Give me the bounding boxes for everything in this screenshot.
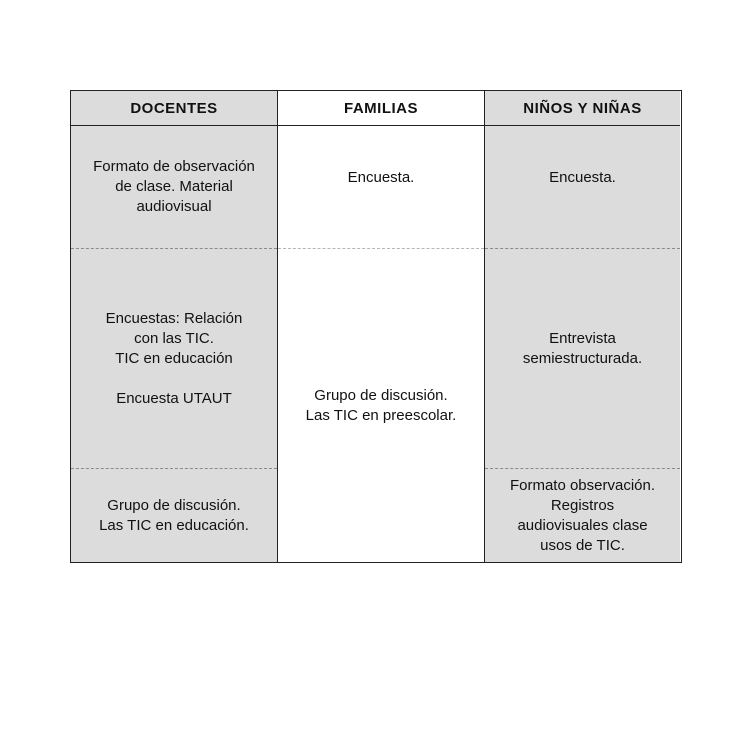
docentes-cell2-line: con las TIC. — [134, 329, 214, 347]
docentes-cell3-line: Las TIC en educación. — [99, 516, 249, 534]
docentes-cell1-line: Formato de observación — [93, 158, 255, 175]
docentes-cell1-line: audiovisual — [136, 198, 212, 215]
familias-cell-encuesta — [278, 126, 484, 248]
docentes-cell-grupo — [71, 468, 277, 562]
familias-cell-grupo — [278, 248, 484, 562]
column-familias — [278, 91, 485, 562]
ninos-cell1-text: Encuesta. — [549, 169, 616, 186]
ninos-cell-entrevista — [485, 248, 680, 468]
ninos-cell3-line: Formato observación. — [509, 476, 656, 494]
methods-table — [70, 90, 682, 563]
ninos-cell2-line: Entrevista — [549, 329, 616, 347]
ninos-cell3-line: Registros — [550, 496, 615, 514]
ninos-cell-formato — [485, 468, 680, 562]
ninos-cell-encuesta — [485, 126, 680, 248]
docentes-cell1-line: de clase. Material — [115, 178, 233, 195]
docentes-cell2-line: Encuestas: Relación — [105, 309, 243, 327]
header-ninos: NIÑOS Y NIÑAS — [485, 91, 680, 126]
column-ninos — [485, 91, 680, 562]
familias-cell2-line: Grupo de discusión. — [314, 386, 448, 404]
docentes-cell3-line: Grupo de discusión. — [107, 496, 241, 514]
ninos-cell3-line: usos de TIC. — [540, 536, 625, 554]
docentes-cell2-utaut: Encuesta UTAUT — [116, 389, 232, 407]
docentes-cell-observacion — [71, 126, 277, 248]
header-familias: FAMILIAS — [278, 91, 484, 126]
familias-cell1-text: Encuesta. — [347, 169, 415, 186]
docentes-cell-encuestas — [71, 248, 277, 468]
docentes-cell2-line: TIC en educación — [115, 349, 233, 367]
ninos-cell3-line: audiovisuales clase — [517, 516, 648, 534]
header-docentes: DOCENTES — [71, 91, 277, 126]
column-docentes — [71, 91, 278, 562]
familias-cell2-line: Las TIC en preescolar. — [305, 406, 457, 424]
ninos-cell2-line: semiestructurada. — [522, 349, 643, 367]
